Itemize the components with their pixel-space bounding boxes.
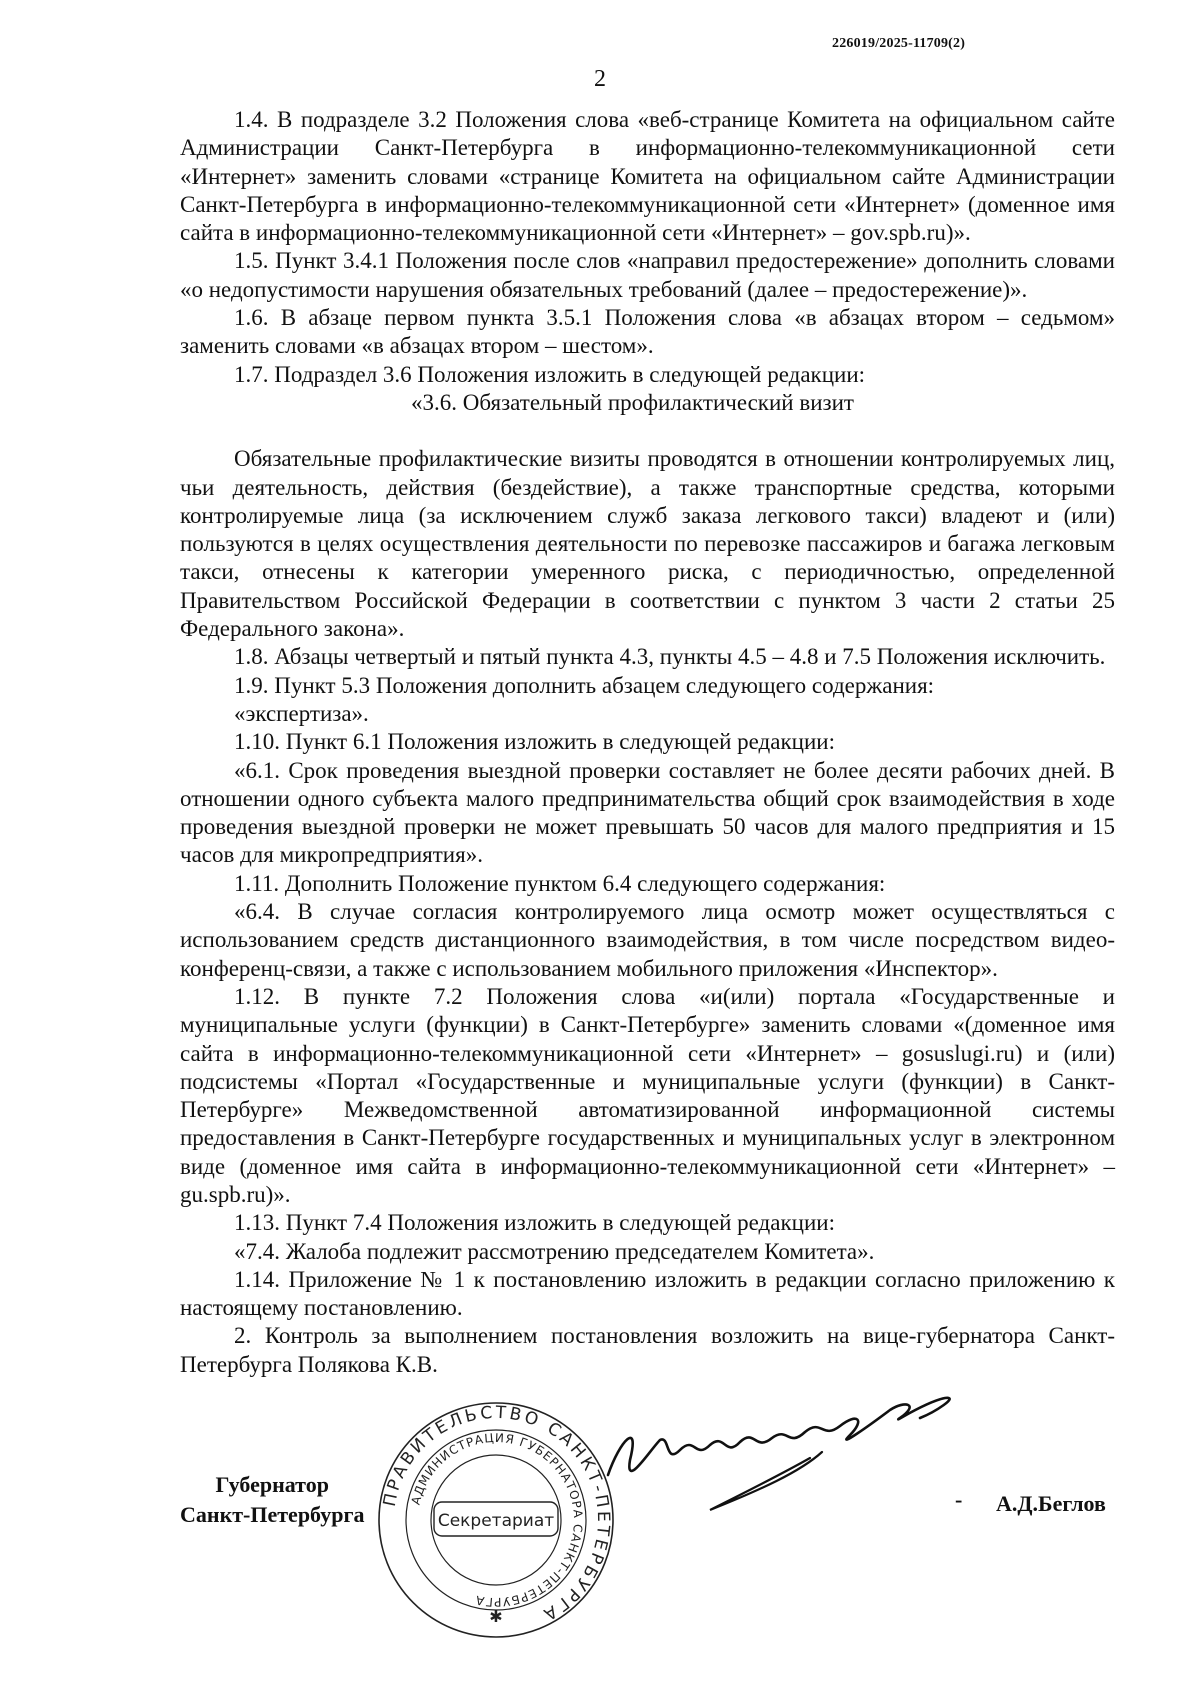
seal-center-text: Секретариат	[437, 1511, 555, 1531]
paragraph-1-11: 1.11. Дополнить Положение пунктом 6.4 следующего содержания:	[234, 870, 886, 896]
page-number: 2	[594, 66, 606, 92]
paragraph-7-4: «7.4. Жалоба подлежит рассмотрению председателем Комитета».	[234, 1238, 875, 1264]
paragraph-1-10: 1.10. Пункт 6.1 Положения изложить в следующей редакции:	[234, 729, 835, 755]
signatory-title	[180, 1470, 364, 1530]
paragraph-6-4: «6.4. В случае согласия контролируемого лица осмотр может осуществляться с использованием средств дистанционного взаимодействия, в том числе посредством видео-конференц-связи, а также с использованием мобильного приложения «Инспектор».	[180, 899, 1115, 981]
paragraph-1-7: 1.7. Подраздел 3.6 Положения изложить в следующей редакции:	[234, 361, 866, 387]
seal-inner-text: АДМИНИСТРАЦИЯ ГУБЕРНАТОРА САНКТ-ПЕТЕРБУРГА	[408, 1430, 586, 1610]
paragraph-1-4: 1.4. В подразделе 3.2 Положения слова «веб-странице Комитета на официальном сайте Администрации Санкт-Петербурга в информационно-телекоммуникационной сети «Интернет» заменить словами «странице Комитета на официальном сайте Администрации Санкт-Петербурга в информационно-телекоммуникационной сети «Интернет» (доменное имя сайта в информационно-телекоммуникационной сети «Интернет» – gov.spb.ru)».	[180, 107, 1115, 246]
paragraph-visits: Обязательные профилактические визиты проводятся в отношении контролируемых лиц, чьи деятельность, действия (бездействие), а также транспортные средства, которыми контролируемые лица (за исключением служб заказа легкового такси) владеют и (или) пользуются в целях осуществления деятельности по перевозке пассажиров и багажа легковым такси, отнесены к категории умеренного риска, с периодичностью, определенной Правительством Российской Федерации в соответствии с пунктом 3 части 2 статьи 25 Федерального закона».	[180, 446, 1115, 642]
handwritten-signature	[600, 1380, 980, 1530]
paragraph-1-5: 1.5. Пункт 3.4.1 Положения после слов «направил предостережение» дополнить словами «о недопустимости нарушения обязательных требований (далее – предостережение)».	[180, 248, 1115, 302]
paragraph-1-13: 1.13. Пункт 7.4 Положения изложить в следующей редакции:	[234, 1210, 835, 1236]
official-seal	[376, 1400, 616, 1640]
paragraph-expertiza: «экспертиза».	[234, 700, 369, 726]
paragraph-1-6: 1.6. В абзаце первом пункта 3.5.1 Положения слова «в абзацах втором – седьмом» заменить словами «в абзацах втором – шестом».	[180, 305, 1115, 359]
paragraph-6-1: «6.1. Срок проведения выездной проверки составляет не более десяти рабочих дней. В отношении одного субъекта малого предпринимательства общий срок взаимодействия в ходе проведения выездной проверки не может превышать 50 часов для малого предприятия и 15 часов для микропредприятия».	[180, 757, 1115, 868]
document-body	[180, 106, 1115, 1379]
paragraph-2: 2. Контроль за выполнением постановления возложить на вице-губернатора Санкт-Петербурга Полякова К.В.	[180, 1323, 1115, 1377]
signatory-title-line2: Санкт-Петербурга	[180, 1502, 365, 1527]
signatory-title-line1: Губернатор	[215, 1472, 329, 1497]
seal-outer-text: ПРАВИТЕЛЬСТВО САНКТ-ПЕТЕРБУРГА	[379, 1402, 614, 1626]
doc-number: 226019/2025-11709(2)	[832, 36, 966, 51]
section-heading-3-6: «3.6. Обязательный профилактический визит	[411, 389, 854, 415]
paragraph-1-9: 1.9. Пункт 5.3 Положения дополнить абзацем следующего содержания:	[234, 672, 935, 698]
signature-dash: -	[955, 1487, 963, 1512]
paragraph-1-8: 1.8. Абзацы четвертый и пятый пункта 4.3, пункты 4.5 – 4.8 и 7.5 Положения исключить.	[234, 644, 1106, 670]
paragraph-1-12: 1.12. В пункте 7.2 Положения слова «и(или) портала «Государственные и муниципальные услуги (функции) в Санкт-Петербурге» заменить словами «(доменное имя сайта в информационно-телекоммуникационной сети «Интернет» – gosuslugi.ru) и (или) подсистемы «Портал «Государственные и муниципальные услуги (функции) в Санкт-Петербурге» Межведомственной автоматизированной информационной системы предоставления в Санкт-Петербурге государственных и муниципальных услуг в электронном виде (доменное имя сайта в информационно-телекоммуникационной сети «Интернет» – gu.spb.ru)».	[180, 983, 1115, 1207]
paragraph-1-14: 1.14. Приложение № 1 к постановлению изложить в редакции согласно приложению к настоящему постановлению.	[180, 1266, 1115, 1321]
seal-star-icon: ✱	[489, 1609, 503, 1626]
signatory-name: А.Д.Беглов	[996, 1491, 1106, 1516]
